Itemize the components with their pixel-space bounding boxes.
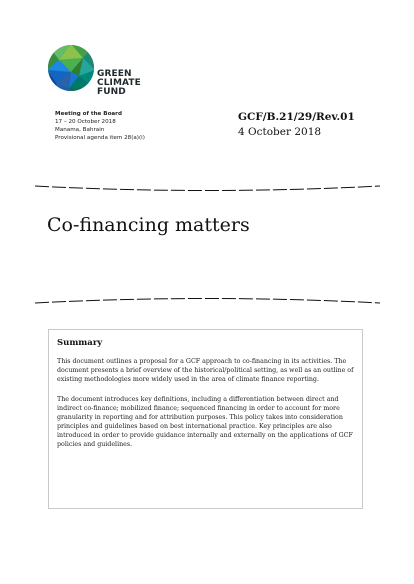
summary-paragraph-2: The document introduces key definitions, including a differentiation between direct and indirect co-finance; mobilized finance; sequenced financing in order to account for more granularity in reporting and for attribution purposes. This policy takes into consideration principles and guidelines based on best international practice. Key principles are also introduced in order to provide guidance internally and externally on the applications of GCF policies and guidelines. — [57, 396, 353, 448]
document-reference — [238, 110, 355, 140]
bottom-separator — [35, 294, 380, 306]
meeting-info — [55, 110, 145, 142]
gcf-logo — [47, 44, 147, 112]
document-code: GCF/B.21/29/Rev.01 — [238, 111, 355, 123]
document-date: 4 October 2018 — [238, 126, 322, 138]
logo-wordmark — [97, 70, 141, 97]
page-title: Co-financing matters — [47, 214, 250, 236]
agenda-item: Provisional agenda item 28(a)(i) — [55, 135, 145, 141]
summary-paragraph-1: This document outlines a proposal for a GCF approach to co-financing in its activities. The document presents a brief overview of the historical/political setting, as well as an outline of existing methodologies more widely used in the area of climate finance reporting. — [57, 358, 354, 383]
logo-line-3: FUND — [97, 87, 126, 97]
globe-logo-icon — [47, 44, 95, 92]
meeting-location: Manama, Bahrain — [55, 127, 105, 133]
logo-line-1: GREEN — [97, 69, 132, 79]
meeting-name: Meeting of the Board — [55, 111, 122, 117]
meeting-dates: 17 – 20 October 2018 — [55, 119, 116, 125]
summary-box — [48, 329, 363, 509]
top-separator — [35, 183, 380, 195]
summary-heading: Summary — [57, 338, 103, 348]
logo-line-2: CLIMATE — [97, 78, 141, 88]
